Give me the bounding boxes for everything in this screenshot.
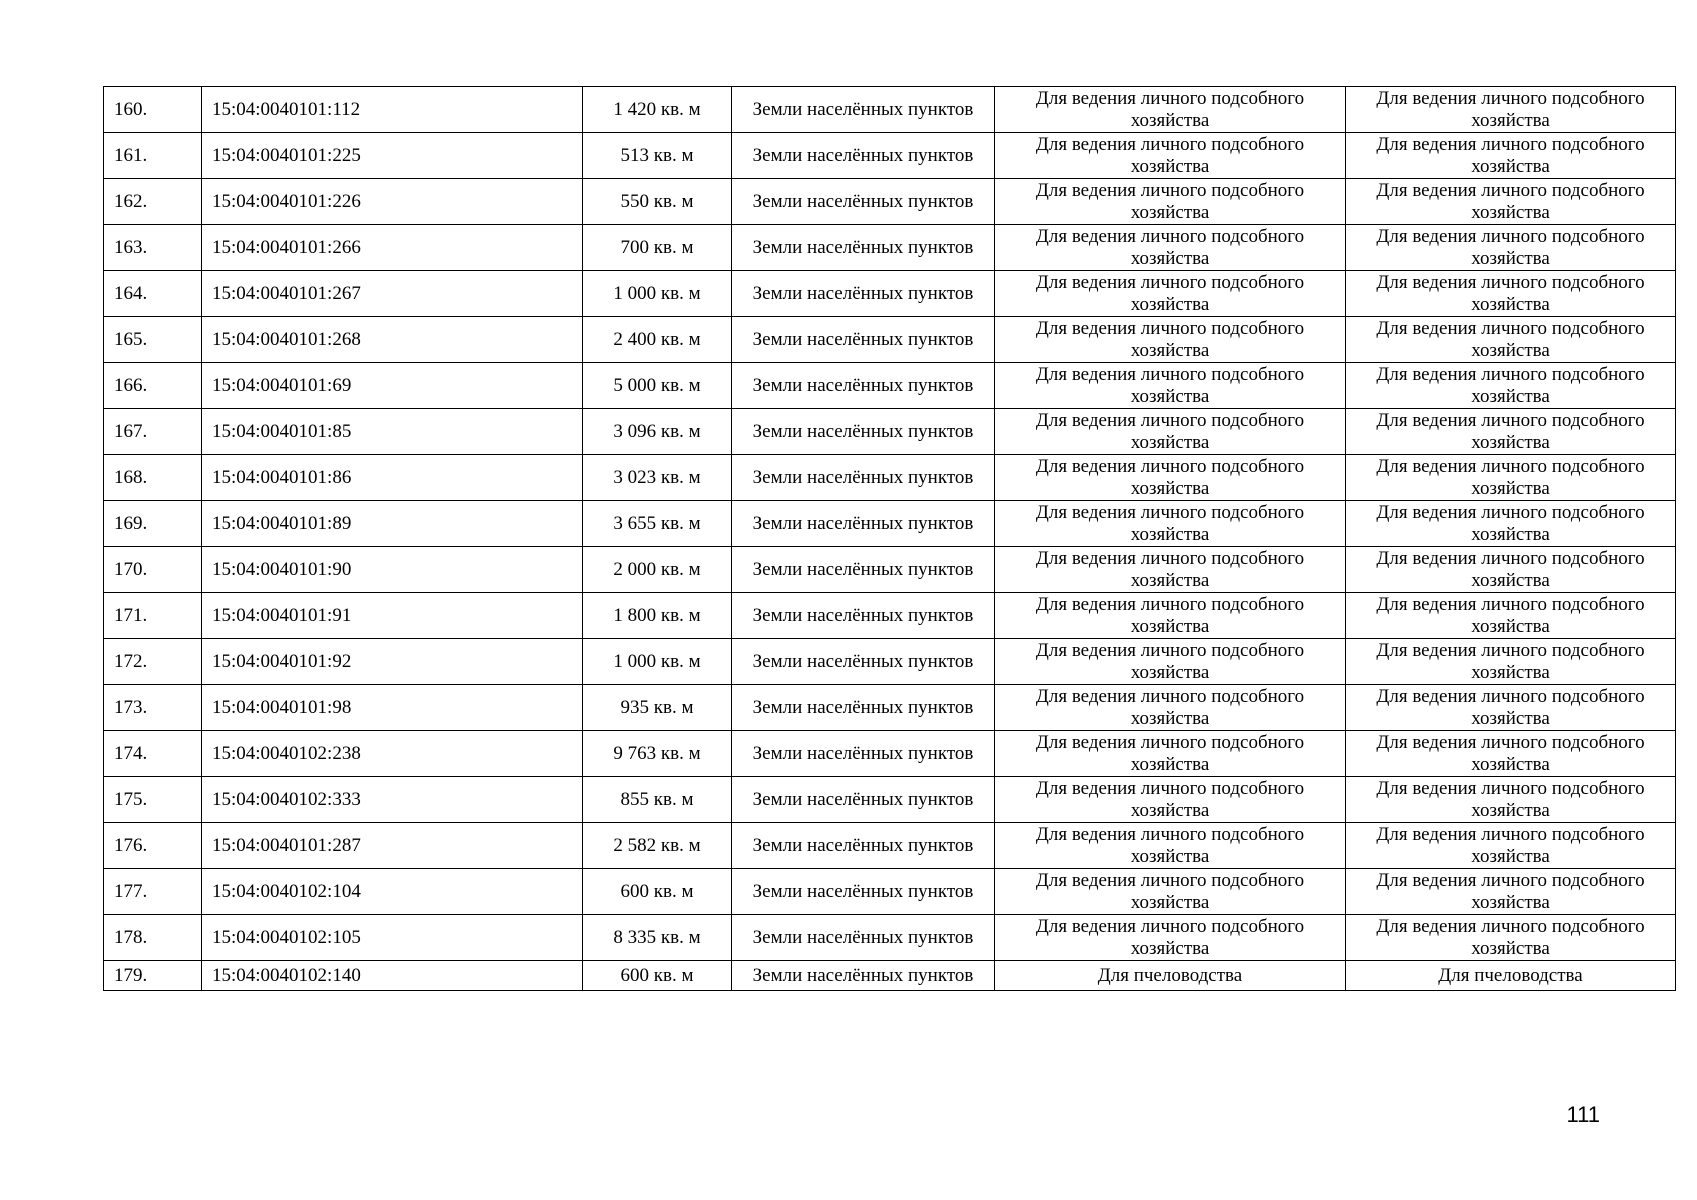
table-row	[104, 87, 1676, 133]
table-row	[104, 363, 1676, 409]
row-number-cell: 163.	[104, 225, 202, 271]
row-number-cell: 162.	[104, 179, 202, 225]
cadastral-number-cell: 15:04:0040101:98	[202, 685, 583, 731]
table-row	[104, 639, 1676, 685]
land-category-cell: Земли населённых пунктов	[732, 547, 995, 593]
area-cell: 9 763 кв. м	[583, 731, 732, 777]
document-use-cell: Для ведения личного подсобного хозяйства	[1346, 409, 1676, 455]
table-row	[104, 455, 1676, 501]
row-number-cell: 168.	[104, 455, 202, 501]
land-category-cell: Земли населённых пунктов	[732, 961, 995, 991]
area-cell: 2 582 кв. м	[583, 823, 732, 869]
cadastral-number-cell: 15:04:0040101:69	[202, 363, 583, 409]
cadastral-number-cell: 15:04:0040102:105	[202, 915, 583, 961]
cadastral-number-cell: 15:04:0040101:225	[202, 133, 583, 179]
area-cell: 1 800 кв. м	[583, 593, 732, 639]
area-cell: 1 420 кв. м	[583, 87, 732, 133]
table-row	[104, 685, 1676, 731]
land-category-cell: Земли населённых пунктов	[732, 409, 995, 455]
land-category-cell: Земли населённых пунктов	[732, 271, 995, 317]
document-use-cell: Для ведения личного подсобного хозяйства	[1346, 271, 1676, 317]
document-use-cell: Для пчеловодства	[1346, 961, 1676, 991]
land-category-cell: Земли населённых пунктов	[732, 915, 995, 961]
area-cell: 1 000 кв. м	[583, 639, 732, 685]
permitted-use-cell: Для ведения личного подсобного хозяйства	[995, 547, 1346, 593]
row-number-cell: 176.	[104, 823, 202, 869]
table-row	[104, 915, 1676, 961]
cadastral-number-cell: 15:04:0040102:104	[202, 869, 583, 915]
land-category-cell: Земли населённых пунктов	[732, 501, 995, 547]
area-cell: 2 400 кв. м	[583, 317, 732, 363]
document-use-cell: Для ведения личного подсобного хозяйства	[1346, 915, 1676, 961]
permitted-use-cell: Для ведения личного подсобного хозяйства	[995, 731, 1346, 777]
document-use-cell: Для ведения личного подсобного хозяйства	[1346, 823, 1676, 869]
row-number-cell: 175.	[104, 777, 202, 823]
land-category-cell: Земли населённых пунктов	[732, 777, 995, 823]
land-category-cell: Земли населённых пунктов	[732, 823, 995, 869]
table-row	[104, 823, 1676, 869]
area-cell: 600 кв. м	[583, 869, 732, 915]
permitted-use-cell: Для пчеловодства	[995, 961, 1346, 991]
table-row	[104, 409, 1676, 455]
permitted-use-cell: Для ведения личного подсобного хозяйства	[995, 87, 1346, 133]
table-row	[104, 133, 1676, 179]
table-row	[104, 317, 1676, 363]
cadastral-number-cell: 15:04:0040101:85	[202, 409, 583, 455]
cadastral-number-cell: 15:04:0040102:140	[202, 961, 583, 991]
area-cell: 855 кв. м	[583, 777, 732, 823]
table-row	[104, 869, 1676, 915]
table-row	[104, 961, 1676, 991]
row-number-cell: 179.	[104, 961, 202, 991]
table-row	[104, 593, 1676, 639]
area-cell: 5 000 кв. м	[583, 363, 732, 409]
land-category-cell: Земли населённых пунктов	[732, 133, 995, 179]
area-cell: 3 023 кв. м	[583, 455, 732, 501]
document-use-cell: Для ведения личного подсобного хозяйства	[1346, 777, 1676, 823]
cadastral-number-cell: 15:04:0040101:90	[202, 547, 583, 593]
row-number-cell: 161.	[104, 133, 202, 179]
area-cell: 2 000 кв. м	[583, 547, 732, 593]
land-plot-table	[103, 86, 1676, 991]
permitted-use-cell: Для ведения личного подсобного хозяйства	[995, 409, 1346, 455]
permitted-use-cell: Для ведения личного подсобного хозяйства	[995, 363, 1346, 409]
row-number-cell: 166.	[104, 363, 202, 409]
land-category-cell: Земли населённых пунктов	[732, 455, 995, 501]
area-cell: 1 000 кв. м	[583, 271, 732, 317]
permitted-use-cell: Для ведения личного подсобного хозяйства	[995, 869, 1346, 915]
row-number-cell: 170.	[104, 547, 202, 593]
permitted-use-cell: Для ведения личного подсобного хозяйства	[995, 915, 1346, 961]
table-row	[104, 777, 1676, 823]
document-use-cell: Для ведения личного подсобного хозяйства	[1346, 225, 1676, 271]
row-number-cell: 172.	[104, 639, 202, 685]
document-use-cell: Для ведения личного подсобного хозяйства	[1346, 547, 1676, 593]
area-cell: 700 кв. м	[583, 225, 732, 271]
table-row	[104, 731, 1676, 777]
area-cell: 3 655 кв. м	[583, 501, 732, 547]
row-number-cell: 160.	[104, 87, 202, 133]
row-number-cell: 167.	[104, 409, 202, 455]
document-use-cell: Для ведения личного подсобного хозяйства	[1346, 179, 1676, 225]
document-use-cell: Для ведения личного подсобного хозяйства	[1346, 731, 1676, 777]
cadastral-number-cell: 15:04:0040101:287	[202, 823, 583, 869]
land-category-cell: Земли населённых пунктов	[732, 685, 995, 731]
document-use-cell: Для ведения личного подсобного хозяйства	[1346, 685, 1676, 731]
table-row	[104, 225, 1676, 271]
document-use-cell: Для ведения личного подсобного хозяйства	[1346, 639, 1676, 685]
cadastral-number-cell: 15:04:0040102:333	[202, 777, 583, 823]
area-cell: 3 096 кв. м	[583, 409, 732, 455]
cadastral-number-cell: 15:04:0040101:89	[202, 501, 583, 547]
land-category-cell: Земли населённых пунктов	[732, 869, 995, 915]
cadastral-number-cell: 15:04:0040101:112	[202, 87, 583, 133]
document-use-cell: Для ведения личного подсобного хозяйства	[1346, 317, 1676, 363]
page-number: 111	[1566, 1102, 1600, 1127]
document-use-cell: Для ведения личного подсобного хозяйства	[1346, 455, 1676, 501]
table-row	[104, 179, 1676, 225]
table-row	[104, 547, 1676, 593]
permitted-use-cell: Для ведения личного подсобного хозяйства	[995, 225, 1346, 271]
permitted-use-cell: Для ведения личного подсобного хозяйства	[995, 593, 1346, 639]
cadastral-number-cell: 15:04:0040101:86	[202, 455, 583, 501]
cadastral-number-cell: 15:04:0040101:226	[202, 179, 583, 225]
document-use-cell: Для ведения личного подсобного хозяйства	[1346, 363, 1676, 409]
area-cell: 513 кв. м	[583, 133, 732, 179]
row-number-cell: 174.	[104, 731, 202, 777]
area-cell: 550 кв. м	[583, 179, 732, 225]
land-category-cell: Земли населённых пунктов	[732, 87, 995, 133]
document-use-cell: Для ведения личного подсобного хозяйства	[1346, 869, 1676, 915]
table-body	[104, 87, 1676, 991]
row-number-cell: 177.	[104, 869, 202, 915]
cadastral-number-cell: 15:04:0040101:267	[202, 271, 583, 317]
cadastral-number-cell: 15:04:0040101:266	[202, 225, 583, 271]
land-category-cell: Земли населённых пунктов	[732, 317, 995, 363]
permitted-use-cell: Для ведения личного подсобного хозяйства	[995, 455, 1346, 501]
document-use-cell: Для ведения личного подсобного хозяйства	[1346, 87, 1676, 133]
land-category-cell: Земли населённых пунктов	[732, 639, 995, 685]
table-row	[104, 501, 1676, 547]
document-use-cell: Для ведения личного подсобного хозяйства	[1346, 133, 1676, 179]
land-category-cell: Земли населённых пунктов	[732, 593, 995, 639]
row-number-cell: 178.	[104, 915, 202, 961]
permitted-use-cell: Для ведения личного подсобного хозяйства	[995, 685, 1346, 731]
permitted-use-cell: Для ведения личного подсобного хозяйства	[995, 777, 1346, 823]
row-number-cell: 164.	[104, 271, 202, 317]
land-category-cell: Земли населённых пунктов	[732, 363, 995, 409]
permitted-use-cell: Для ведения личного подсобного хозяйства	[995, 823, 1346, 869]
cadastral-number-cell: 15:04:0040101:268	[202, 317, 583, 363]
cadastral-number-cell: 15:04:0040102:238	[202, 731, 583, 777]
area-cell: 600 кв. м	[583, 961, 732, 991]
land-category-cell: Земли населённых пунктов	[732, 731, 995, 777]
permitted-use-cell: Для ведения личного подсобного хозяйства	[995, 133, 1346, 179]
land-category-cell: Земли населённых пунктов	[732, 225, 995, 271]
row-number-cell: 171.	[104, 593, 202, 639]
permitted-use-cell: Для ведения личного подсобного хозяйства	[995, 317, 1346, 363]
document-use-cell: Для ведения личного подсобного хозяйства	[1346, 593, 1676, 639]
area-cell: 935 кв. м	[583, 685, 732, 731]
row-number-cell: 165.	[104, 317, 202, 363]
cadastral-number-cell: 15:04:0040101:91	[202, 593, 583, 639]
land-category-cell: Земли населённых пунктов	[732, 179, 995, 225]
table-row	[104, 271, 1676, 317]
row-number-cell: 169.	[104, 501, 202, 547]
permitted-use-cell: Для ведения личного подсобного хозяйства	[995, 501, 1346, 547]
area-cell: 8 335 кв. м	[583, 915, 732, 961]
document-use-cell: Для ведения личного подсобного хозяйства	[1346, 501, 1676, 547]
permitted-use-cell: Для ведения личного подсобного хозяйства	[995, 271, 1346, 317]
permitted-use-cell: Для ведения личного подсобного хозяйства	[995, 179, 1346, 225]
permitted-use-cell: Для ведения личного подсобного хозяйства	[995, 639, 1346, 685]
row-number-cell: 173.	[104, 685, 202, 731]
cadastral-number-cell: 15:04:0040101:92	[202, 639, 583, 685]
